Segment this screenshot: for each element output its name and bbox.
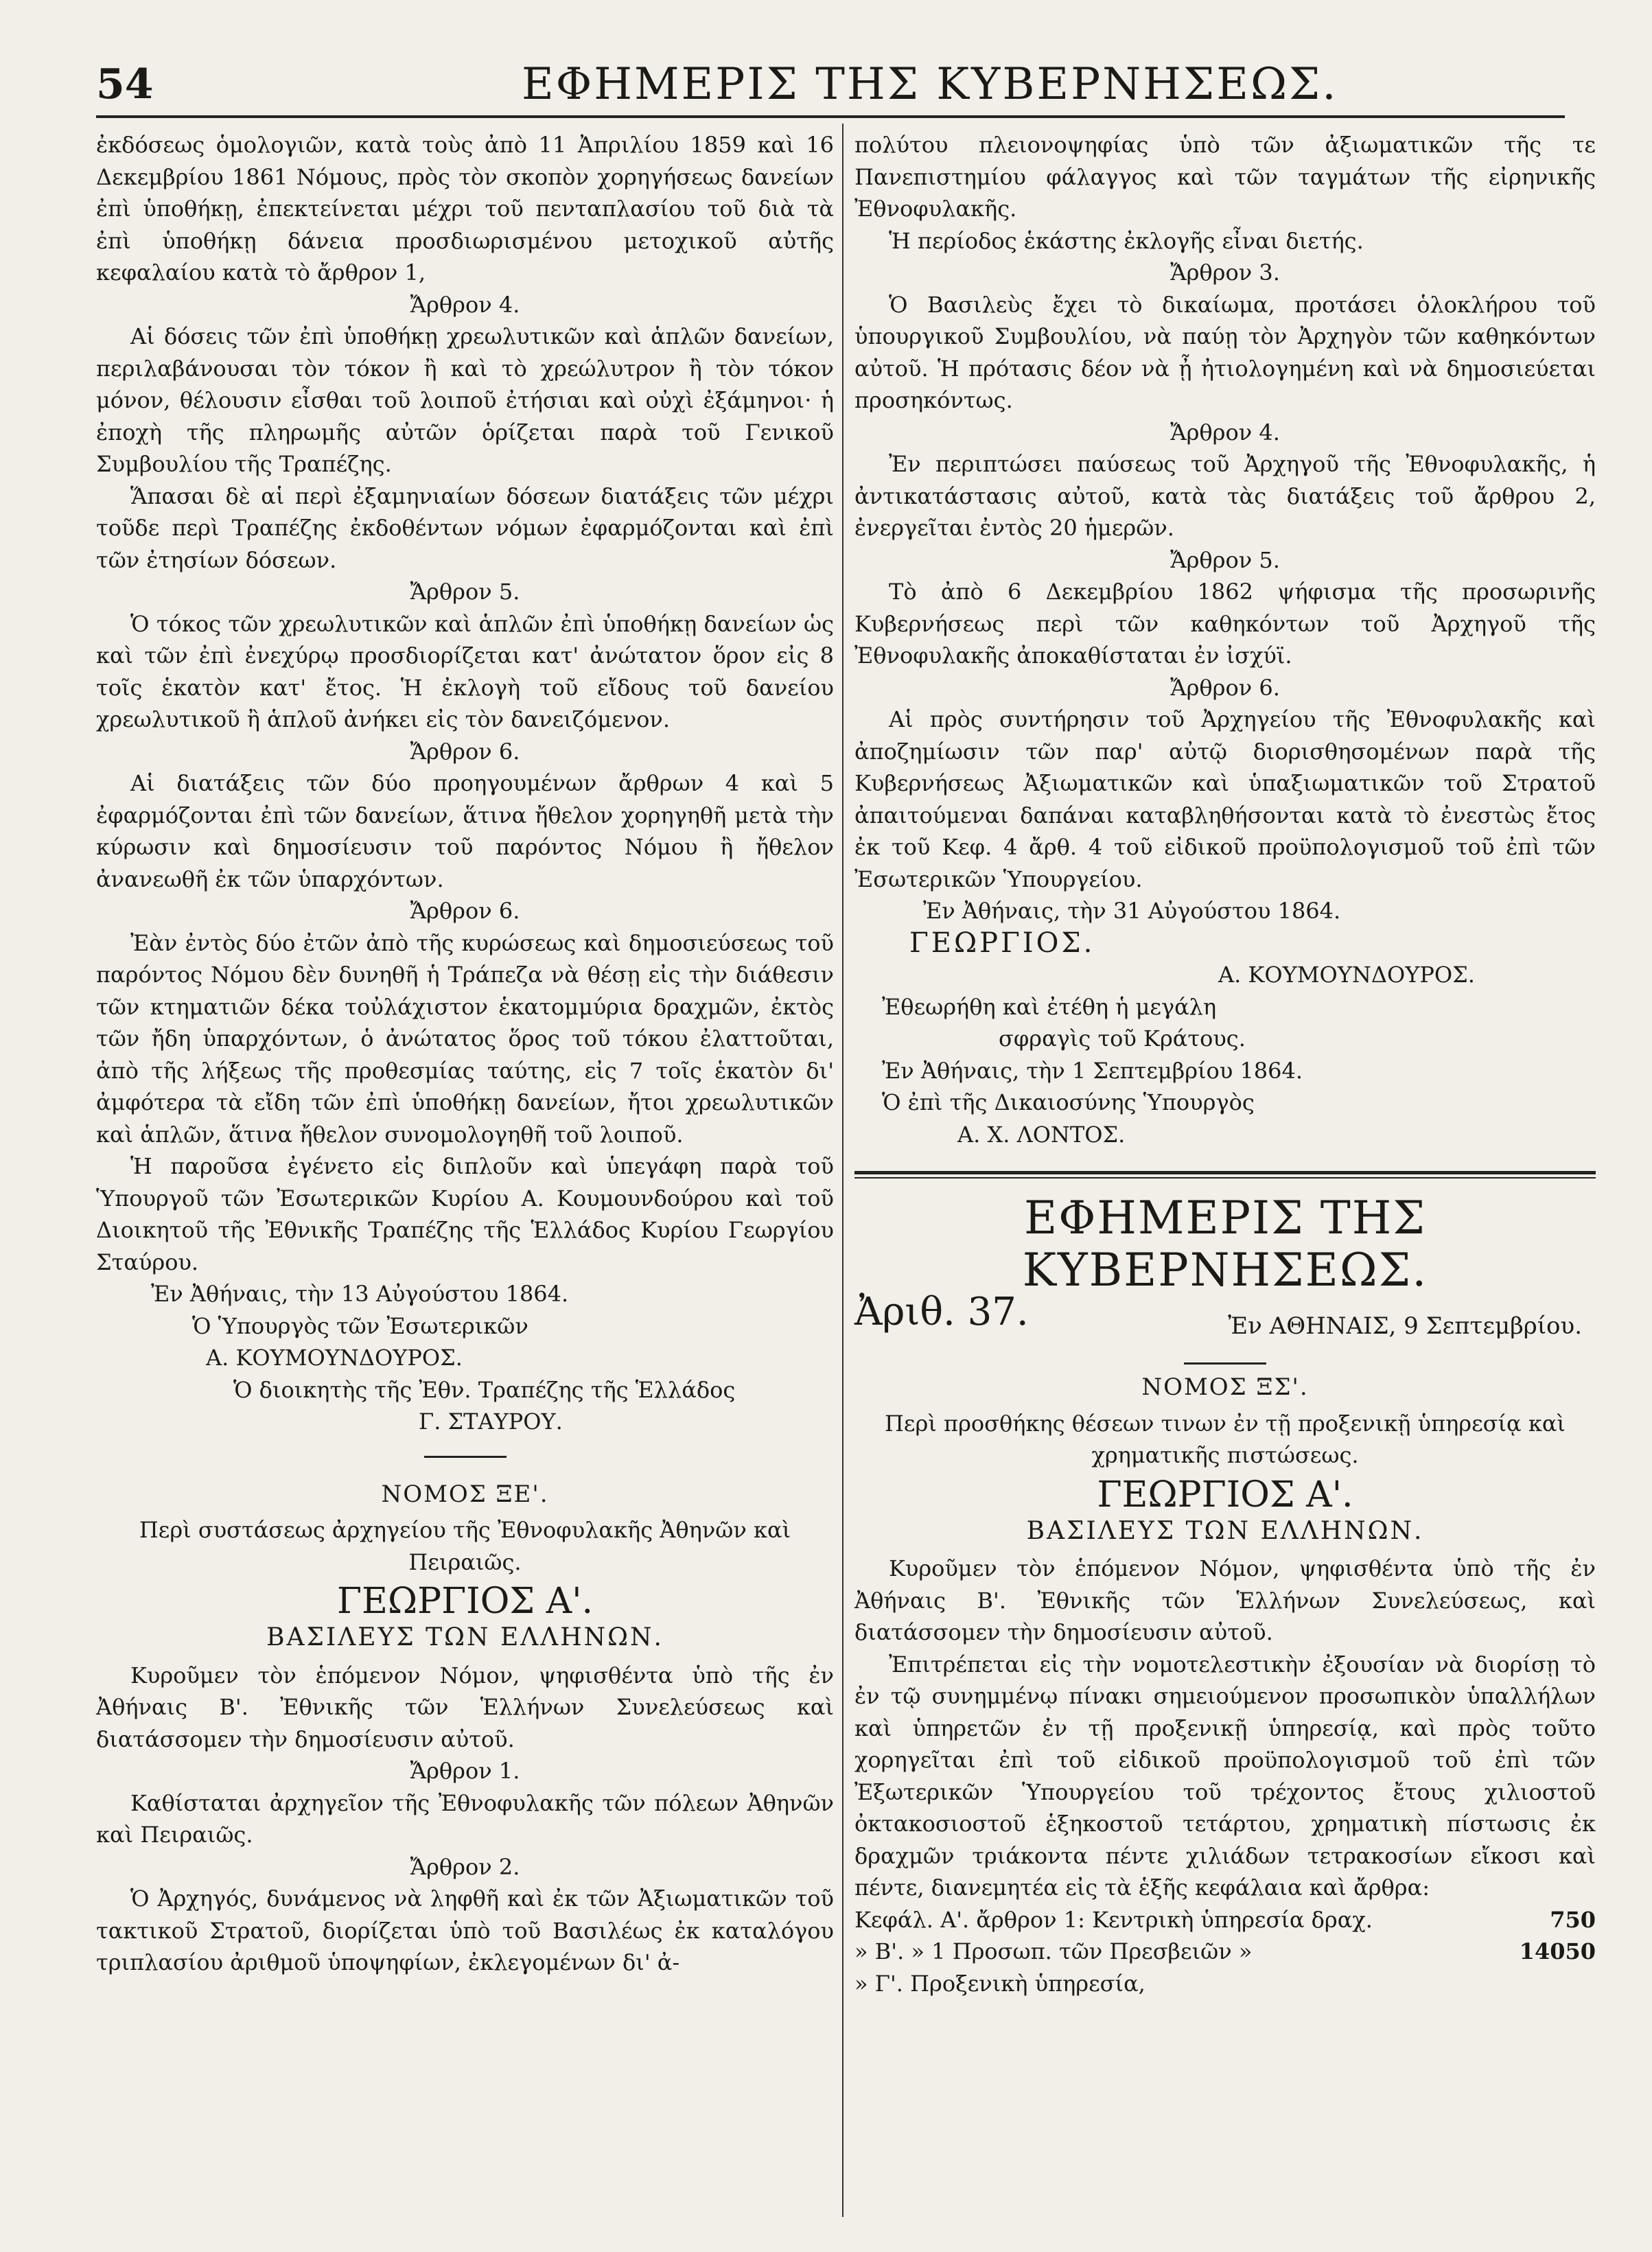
law-title: ΝΟΜΟΣ ΞΣ'. bbox=[1141, 1373, 1309, 1401]
date-line: Ἐν Ἀθήναις, τὴν 1 Σεπτεμβρίου 1864. bbox=[882, 1057, 1303, 1084]
signatory-name: Α. ΚΟΥΜΟΥΝΔΟΥΡΟΣ. bbox=[1218, 962, 1475, 988]
paragraph: Ἡ παροῦσα ἐγένετο εἰς διπλοῦν καὶ ὑπεγάφη παρὰ τοῦ Ὑπουργοῦ τῶν Ἐσωτερικῶν Κυρίου Α. Κουμουνδούρου καὶ τοῦ Διοικητοῦ τῆς Ἐθνικῆς Τραπέζης τῆς Ἑλλάδος Κυρίου Γεωργίου Σταύρου. bbox=[96, 1153, 834, 1275]
law-subject: Περὶ συστάσεως ἀρχηγείου τῆς Ἐθνοφυλακῆς Ἀθηνῶν καὶ Πειραιῶς. bbox=[139, 1517, 791, 1575]
paragraph: Ὁ τόκος τῶν χρεωλυτικῶν καὶ ἁπλῶν ἐπὶ ὑποθήκῃ δανείων ὡς καὶ τῶν ἐπὶ ἐνεχύρῳ προσδιορίζεται κατ' ἀνώτατον ὅρον εἰς 8 τοῖς ἑκατὸν κατ' ἔτος. Ἡ ἐκλογὴ τοῦ εἴδους τοῦ δανείου χρεωλυτικοῦ ἢ ἁπλοῦ ἀνήκει εἰς τὸν δανειζόμενον. bbox=[96, 610, 834, 732]
budget-label: » Β'. » 1 Προσωπ. τῶν Πρεσβειῶν » bbox=[854, 1938, 1253, 1964]
paragraph: Καθίσταται ἀρχηγεῖον τῆς Ἐθνοφυλακῆς τῶν πόλεων Ἀθηνῶν καὶ Πειραιῶς. bbox=[96, 1789, 834, 1848]
seal-line: Ἐθεωρήθη καὶ ἐτέθη ἡ μεγάλη bbox=[882, 993, 1217, 1020]
paragraph: Κυροῦμεν τὸν ἑπόμενον Νόμον, ψηφισθέντα ὑπὸ τῆς ἐν Ἀθήναις Β'. Ἐθνικῆς τῶν Ἑλλήνων Συνελεύσεως, καὶ διατάσσομεν τὴν δημοσίευσιν αὐτοῦ. bbox=[854, 1555, 1596, 1645]
paragraph: ἐκδόσεως ὁμολογιῶν, κατὰ τοὺς ἀπὸ 11 Ἀπριλίου 1859 καὶ 16 Δεκεμβρίου 1861 Νόμους, πρὸς τὸν σκοπὸν χορηγήσεως δανείων ἐπὶ ὑποθήκῃ, ἐπεκτείνεται μέχρι τοῦ πενταπλασίου τοῦ διὰ τὰ ἐπὶ ὑποθήκῃ δάνεια προσδιωρισμένου μετοχικοῦ αὐτῆς κεφαλαίου κατὰ τὸ ἄρθρον 1, bbox=[96, 132, 834, 286]
page-header bbox=[96, 54, 1565, 115]
budget-amount: 750 bbox=[1550, 1906, 1596, 1933]
article-heading: Ἄρθρον 5. bbox=[1170, 546, 1280, 573]
article-heading: Ἄρθρον 3. bbox=[1170, 259, 1280, 286]
paragraph: Αἱ διατάξεις τῶν δύο προηγουμένων ἄρθρων 4 καὶ 5 ἐφαρμόζονται ἐπὶ τῶν δανείων, ἅτινα ἤθελον χορηγηθῆ μετὰ τὴν κύρωσιν καὶ δημοσίευσιν τοῦ παρόντος Νόμου ἢ ἤθελον ἀνανεωθῆ ἐκ τῶν ὑπαρχόντων. bbox=[96, 770, 834, 892]
paragraph: Ἡ περίοδος ἑκάστης ἐκλογῆς εἶναι διετής. bbox=[889, 227, 1364, 254]
law-title: ΝΟΜΟΣ ΞΕ'. bbox=[381, 1480, 549, 1508]
article-heading: Ἄρθρον 6. bbox=[410, 898, 520, 924]
paragraph: Αἱ πρὸς συντήρησιν τοῦ Ἀρχηγείου τῆς Ἐθνοφυλακῆς καὶ ἀποζημίωσιν τῶν παρ' αὐτῷ διορισθησομένων παρὰ τῆς Κυβερνήσεως Ἀξιωματικῶν καὶ ὑπαξιωματικῶν τοῦ Στρατοῦ ἀπαιτούμεναι δαπάναι καταβληθήσονται κατὰ τὸ ἐνεστὼς ἔτος ἐκ τοῦ Κεφ. 4 ἄρθ. 4 τοῦ εἰδικοῦ προϋπολογισμοῦ τοῦ ἐπὶ τῶν Ἐσωτερικῶν Ὑπουργείου. bbox=[854, 706, 1596, 892]
budget-label: » Γ'. Προξενικὴ ὑπηρεσία, bbox=[854, 1970, 1145, 1997]
masthead-rule bbox=[854, 1171, 1596, 1174]
issue-date: Ἐν ΑΘΗΝΑΙΣ, 9 Σεπτεμβρίου. bbox=[1228, 1312, 1582, 1340]
masthead-rule bbox=[854, 1177, 1596, 1179]
paragraph: Κυροῦμεν τὸν ἑπόμενον Νόμον, ψηφισθέντα ὑπὸ τῆς ἐν Ἀθήναις Β'. Ἐθνικῆς τῶν Ἑλλήνων Συνελεύσεως καὶ διατάσσομεν τὴν δημοσίευσιν αὐτοῦ. bbox=[96, 1662, 834, 1752]
article-heading: Ἄρθρον 5. bbox=[410, 579, 520, 605]
article-heading: Ἄρθρον 6. bbox=[1170, 674, 1280, 701]
date-line: Ἐν Ἀθήναις, τὴν 13 Αὐγούστου 1864. bbox=[151, 1281, 569, 1307]
paragraph: Ἐπιτρέπεται εἰς τὴν νομοτελεστικὴν ἐξουσίαν νὰ διορίσῃ τὸ ἐν τῷ συνημμένῳ πίνακι σημειούμενον προσωπικὸν ὑπαλλήλων καὶ ὑπηρετῶν ἐν τῇ προξενικῇ ὑπηρεσίᾳ, καὶ πρὸς τοῦτο χορηγεῖται ἐπὶ τοῦ εἰδικοῦ προϋπολογισμοῦ τοῦ ἐπὶ τῶν Ἐξωτερικῶν Ὑπουργείου τοῦ τρέχοντος ἔτους χιλιοστοῦ ὀκτακοσιοστοῦ ἑξηκοστοῦ τετάρτου, χρηματικὴ πίστωσις ἐκ δραχμῶν τριάκοντα πέντε χιλιάδων τετρακοσίων εἴκοσι καὶ πέντε, διανεμητέα εἰς τὰ ἑξῆς κεφάλαια καὶ ἄρθρα: bbox=[854, 1651, 1596, 1901]
article-heading: Ἄρθρον 6. bbox=[410, 738, 520, 765]
article-heading: Ἄρθρον 1. bbox=[410, 1758, 520, 1784]
king-title: ΒΑΣΙΛΕΥΣ ΤΩΝ ΕΛΛΗΝΩΝ. bbox=[266, 1623, 664, 1651]
section-rule bbox=[1184, 1362, 1266, 1365]
paragraph: Ὁ Βασιλεὺς ἔχει τὸ δικαίωμα, προτάσει ὁλοκλήρου τοῦ ὑπουργικοῦ Συμβουλίου, νὰ παύῃ τὸν Ἀρχηγὸν τῶν καθηκόντων αὐτοῦ. Ἡ πρότασις δέον νὰ ᾖ ἠτιολογημένη καὶ νὰ δημοσιεύεται προσηκόντως. bbox=[854, 291, 1596, 413]
date-line: Ἐν Ἀθήναις, τὴν 31 Αὐγούστου 1864. bbox=[923, 898, 1341, 924]
journal-title: ΕΦΗΜΕΡΙΣ ΤΗΣ ΚΥΒΕΡΝΗΣΕΩΣ. bbox=[522, 59, 1338, 110]
paragraph: Ἅπασαι δὲ αἱ περὶ ἐξαμηνιαίων δόσεων διατάξεις τῶν μέχρι τοῦδε περὶ Τραπέζης ἐκδοθέντων νόμων ἐφαρμόζονται καὶ ἐπὶ τῶν ἐτησίων δόσεων. bbox=[96, 483, 834, 573]
budget-row bbox=[854, 1936, 1596, 1968]
header-rule bbox=[96, 115, 1565, 118]
budget-label: Κεφάλ. Α'. ἄρθρον 1: Κεντρικὴ ὑπηρεσία δραχ. bbox=[854, 1906, 1373, 1933]
paragraph: Ἐὰν ἐντὸς δύο ἐτῶν ἀπὸ τῆς κυρώσεως καὶ δημοσιεύσεως τοῦ παρόντος Νόμου δὲν δυνηθῆ ἡ Τράπεζα νὰ θέσῃ εἰς τὴν διάθεσιν τῶν κτηματιῶν δέκα τοὐλάχιστον ἑκατομμύρια δραχμῶν, ἐκτὸς τῶν ἤδη ὑπαρχόντων, ὁ ἀνώτατος ὅρος τοῦ τόκου ἐλαττοῦται, ἀπὸ τῆς λήξεως τῆς προθεσμίας ταύτης, εἰς 7 τοῖς ἑκατὸν δι' ἀμφότερα τὰ εἴδη τῶν ἐπὶ ὑποθήκῃ δανείων, ἤτοι χρεωλυτικῶν καὶ ἁπλῶν, ἅτινα ἤθελον συνομολογηθῆ τοῦ λοιποῦ. bbox=[96, 929, 834, 1148]
seal-line: σφραγὶς τοῦ Κράτους. bbox=[999, 1025, 1246, 1052]
column-divider bbox=[842, 124, 844, 2217]
king-title: ΒΑΣΙΛΕΥΣ ΤΩΝ ΕΛΛΗΝΩΝ. bbox=[1026, 1516, 1424, 1545]
budget-row bbox=[854, 1968, 1596, 2000]
section-rule bbox=[424, 1456, 507, 1458]
paragraph: πολύτου πλειονοψηφίας ὑπὸ τῶν ἀξιωματικῶν τῆς τε Πανεπιστημίου φάλαγγος καὶ τῶν ταγμάτων τῆς εἰρηνικῆς Ἐθνοφυλακῆς. bbox=[854, 132, 1596, 222]
paragraph: Τὸ ἀπὸ 6 Δεκεμβρίου 1862 ψήφισμα τῆς προσωρινῆς Κυβερνήσεως περὶ τῶν καθηκόντων τοῦ Ἀρχηγοῦ τῆς Ἐθνοφυλακῆς ἀποκαθίσταται ἐν ἰσχύϊ. bbox=[854, 579, 1596, 669]
king-name: ΓΕΩΡΓΙΟΣ Α'. bbox=[1097, 1474, 1353, 1516]
signatory-name: Α. ΚΟΥΜΟΥΝΔΟΥΡΟΣ. bbox=[206, 1345, 463, 1371]
paragraph: Ὁ Ἀρχηγός, δυνάμενος νὰ ληφθῆ καὶ ἐκ τῶν Ἀξιωματικῶν τοῦ τακτικοῦ Στρατοῦ, διορίζεται ὑπὸ τοῦ Βασιλέως ἐκ καταλόγου τριπλασίου ἀριθμοῦ ὑποψηφίων, ἐκλεγομένων δι' ἀ- bbox=[96, 1885, 834, 1975]
king-name: ΓΕΩΡΓΙΟΣ Α'. bbox=[336, 1581, 594, 1622]
article-heading: Ἄρθρον 2. bbox=[410, 1853, 520, 1880]
law-subject: Περὶ προσθήκης θέσεων τινων ἐν τῇ προξενικῇ ὑπηρεσίᾳ καὶ χρηματικῆς πιστώσεως. bbox=[885, 1410, 1566, 1468]
page-number: 54 bbox=[96, 60, 154, 108]
budget-row bbox=[854, 1904, 1596, 1936]
paragraph: Αἱ δόσεις τῶν ἐπὶ ὑποθήκῃ χρεωλυτικῶν καὶ ἁπλῶν δανείων, περιλαβάνουσαι τὸν τόκον ἢ καὶ τὸ χρεώλυτρον ἢ τὸν τόκον μόνον, θέλουσιν εἶσθαι τοῦ λοιποῦ ἐτήσιαι καὶ οὐχὶ ἐξάμηνοι· ἡ ἐποχὴ τῆς πληρωμῆς αὐτῶν ὁρίζεται παρὰ τοῦ Γενικοῦ Συμβουλίου τῆς Τραπέζης. bbox=[96, 323, 834, 477]
signatory-name: Α. Χ. ΛΟΝΤΟΣ. bbox=[957, 1121, 1126, 1148]
issue-row bbox=[854, 1290, 1596, 1345]
signatory-title: Ὁ ἐπὶ τῆς Δικαιοσύνης Ὑπουργὸς bbox=[882, 1089, 1255, 1115]
king-signature: ΓΕΩΡΓΙΟΣ. bbox=[909, 927, 1095, 959]
issue-number: Ἀριθ. 37. bbox=[854, 1290, 1029, 1334]
paragraph: Ἐν περιπτώσει παύσεως τοῦ Ἀρχηγοῦ τῆς Ἐθνοφυλακῆς, ἡ ἀντικατάστασις αὐτοῦ, κατὰ τὰς διατάξεις τοῦ ἄρθρου 2, ἐνεργεῖται ἐντὸς 20 ἡμερῶν. bbox=[854, 451, 1596, 541]
article-heading: Ἄρθρον 4. bbox=[1170, 419, 1280, 445]
budget-list bbox=[854, 1904, 1596, 2000]
signatory-title: Ὁ διοικητὴς τῆς Ἐθν. Τραπέζης τῆς Ἑλλάδος bbox=[233, 1376, 736, 1403]
masthead-title: ΕΦΗΜΕΡΙΣ ΤΗΣ ΚΥΒΕΡΝΗΣΕΩΣ. bbox=[1022, 1192, 1428, 1297]
article-heading: Ἄρθρον 4. bbox=[410, 291, 520, 318]
signatory-title: Ὁ Ὑπουργὸς τῶν Ἐσωτερικῶν bbox=[192, 1312, 528, 1339]
budget-amount: 14050 bbox=[1519, 1938, 1596, 1964]
left-column bbox=[96, 129, 834, 1979]
signatory-name: Γ. ΣΤΑΥΡΟΥ. bbox=[419, 1408, 563, 1435]
right-column bbox=[854, 129, 1596, 1999]
